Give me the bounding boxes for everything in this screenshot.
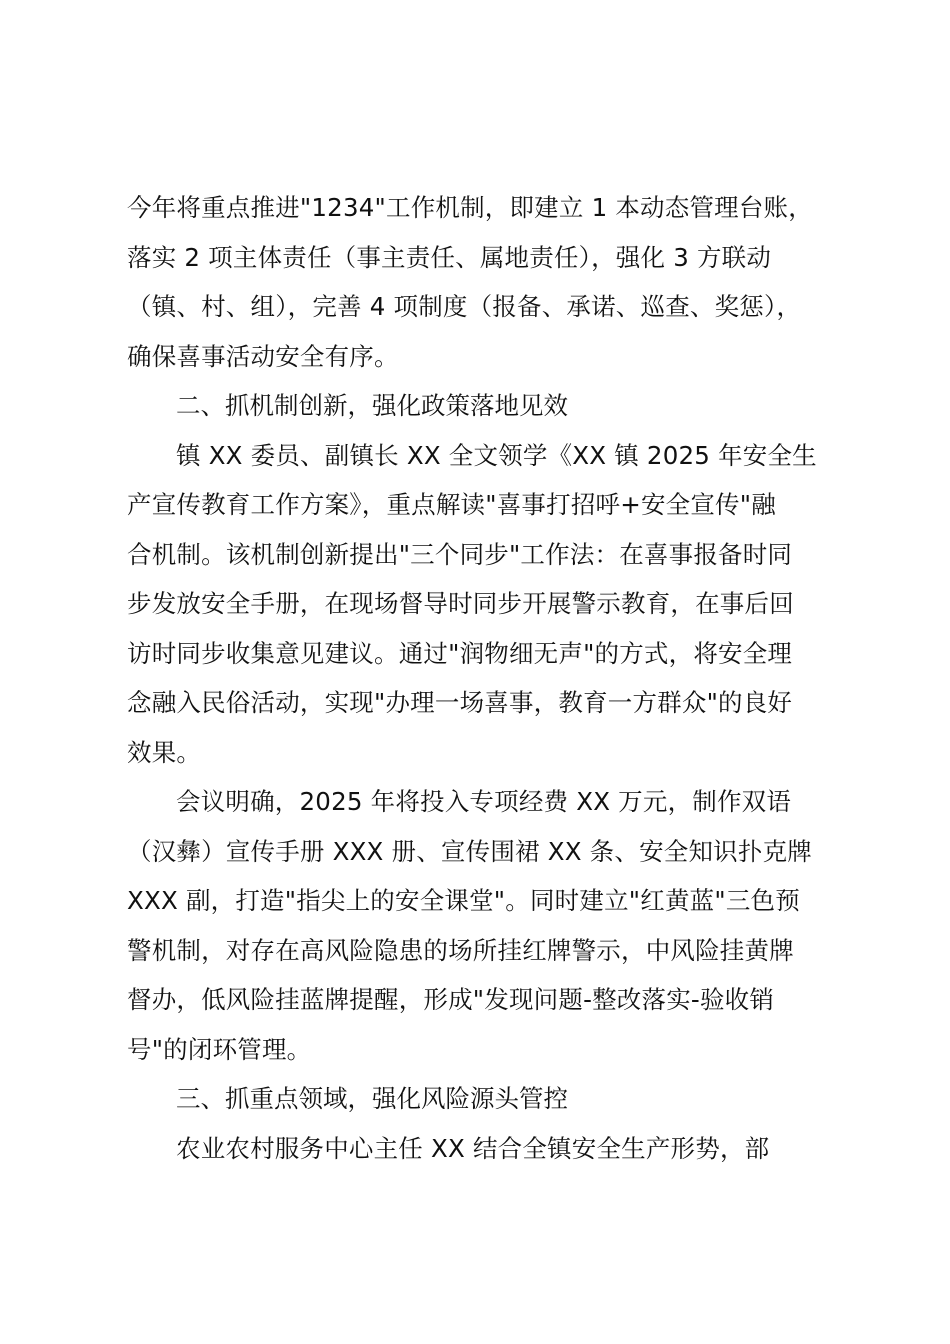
paragraph-3 (127, 777, 833, 1074)
text-line: 今年将重点推进"1234"工作机制，即建立 1 本动态管理台账， (127, 193, 813, 222)
text-line: 督办，低风险挂蓝牌提醒，形成"发现问题-整改落实-验收销 (127, 985, 775, 1014)
text-line: 镇 XX 委员、副镇长 XX 全文领学《XX 镇 2025 年安全生 (176, 440, 817, 470)
document-body (127, 183, 833, 1173)
paragraph-4 (127, 1124, 833, 1174)
text-line: 步发放安全手册，在现场督导时同步开展警示教育，在事后回 (127, 589, 794, 618)
text-line: 号"的闭环管理。 (127, 1034, 312, 1064)
section-heading-3: 三、抓重点领域，强化风险源头管控 (176, 1084, 568, 1113)
paragraph-2 (127, 431, 833, 778)
section-heading-2: 二、抓机制创新，强化政策落地见效 (176, 391, 568, 420)
text-line: 访时同步收集意见建议。通过"润物细无声"的方式，将安全理 (127, 638, 793, 668)
text-line: （镇、村、组），完善 4 项制度（报备、承诺、巡查、奖惩）， (127, 292, 802, 321)
text-line: 合机制。该机制创新提出"三个同步"工作法：在喜事报备时同 (127, 539, 793, 569)
text-line: 念融入民俗活动，实现"办理一场喜事，教育一方群众"的良好 (127, 688, 793, 717)
text-line: （汉彝）宣传手册 XXX 册、宣传围裙 XX 条、安全知识扑克牌 (127, 836, 812, 866)
text-line: 农业农村服务中心主任 XX 结合全镇安全生产形势，部 (176, 1133, 770, 1163)
text-line: 效果。 (127, 737, 202, 767)
text-line: 落实 2 项主体责任（事主责任、属地责任），强化 3 方联动 (127, 242, 772, 272)
text-line: 产宣传教育工作方案》，重点解读"喜事打招呼+安全宣传"融 (127, 490, 776, 519)
text-line: 警机制，对存在高风险隐患的场所挂红牌警示，中风险挂黄牌 (127, 935, 794, 965)
paragraph-1 (127, 183, 833, 381)
text-line: 确保喜事活动安全有序。 (127, 341, 399, 371)
text-line: XXX 副，打造"指尖上的安全课堂"。同时建立"红黄蓝"三色预 (127, 886, 800, 915)
text-line: 会议明确，2025 年将投入专项经费 XX 万元，制作双语 (176, 787, 792, 816)
